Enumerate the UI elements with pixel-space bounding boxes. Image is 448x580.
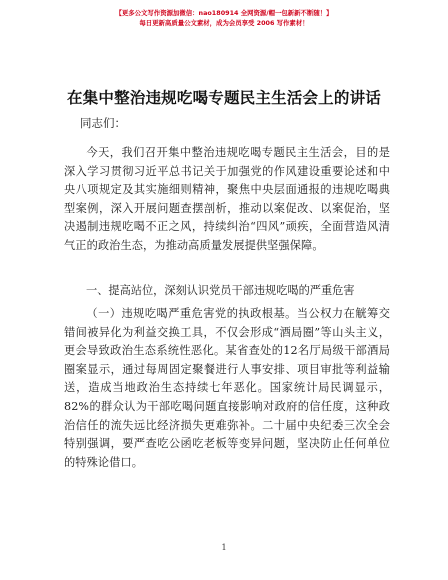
opening-paragraph: 今天，我们召开集中整治违规吃喝专题民主生活会，目的是深入学习贯彻习近平总书记关于加强党的作风建设重要论述和中央八项规定及其实施细则精神，聚焦中央层面通报的违规吃喝典型案例，深入开展问题查摆剖析，推动以案促改、以案促治，坚决遏制违规吃喝不正之风，持续纠治“四风”顽疾，全面营造风清气正的政治生态，为推动高质量发展提供坚强保障。 xyxy=(64,146,390,252)
promo-banner-line-1: 【更多公文写作资源加微信：nao180914 全网资源/帽一包新新不断随！】 xyxy=(115,9,333,17)
salutation: 同志们： xyxy=(80,116,126,130)
promo-banner-line-2: 每日更新高质量公文素材，成为会员享受 2006 写作素材！ xyxy=(139,19,309,27)
section-heading-1: 一、提高站位，深刻认识党员干部违规吃喝的严重危害 xyxy=(86,284,355,297)
page-number: 1 xyxy=(221,543,227,552)
promo-banner xyxy=(0,8,448,28)
document-title: 在集中整治违规吃喝专题民主生活会上的讲话 xyxy=(66,89,381,107)
body-paragraph-2: （一）违规吃喝严重危害党的执政根基。当公权力在觥筹交错间被异化为利益交换工具，不仅会形成“酒局圈”等山头主义，更会导致政治生态系统性恶化。某省查处的12名厅局级干部酒局圈案显示，通过每周固定聚餐进行人事安排、项目审批等利益输送，造成当地政治生态持续七年恶化。国家统计局民调显示，82%的群众认为干部吃喝问题直接影响对政府的信任度，这种政治信任的流失远比经济损失更难弥补。二十届中央纪委三次全会特别强调，要严查吃公函吃老板等变异问题，坚决防止任何单位的特殊论借口。 xyxy=(64,307,390,469)
